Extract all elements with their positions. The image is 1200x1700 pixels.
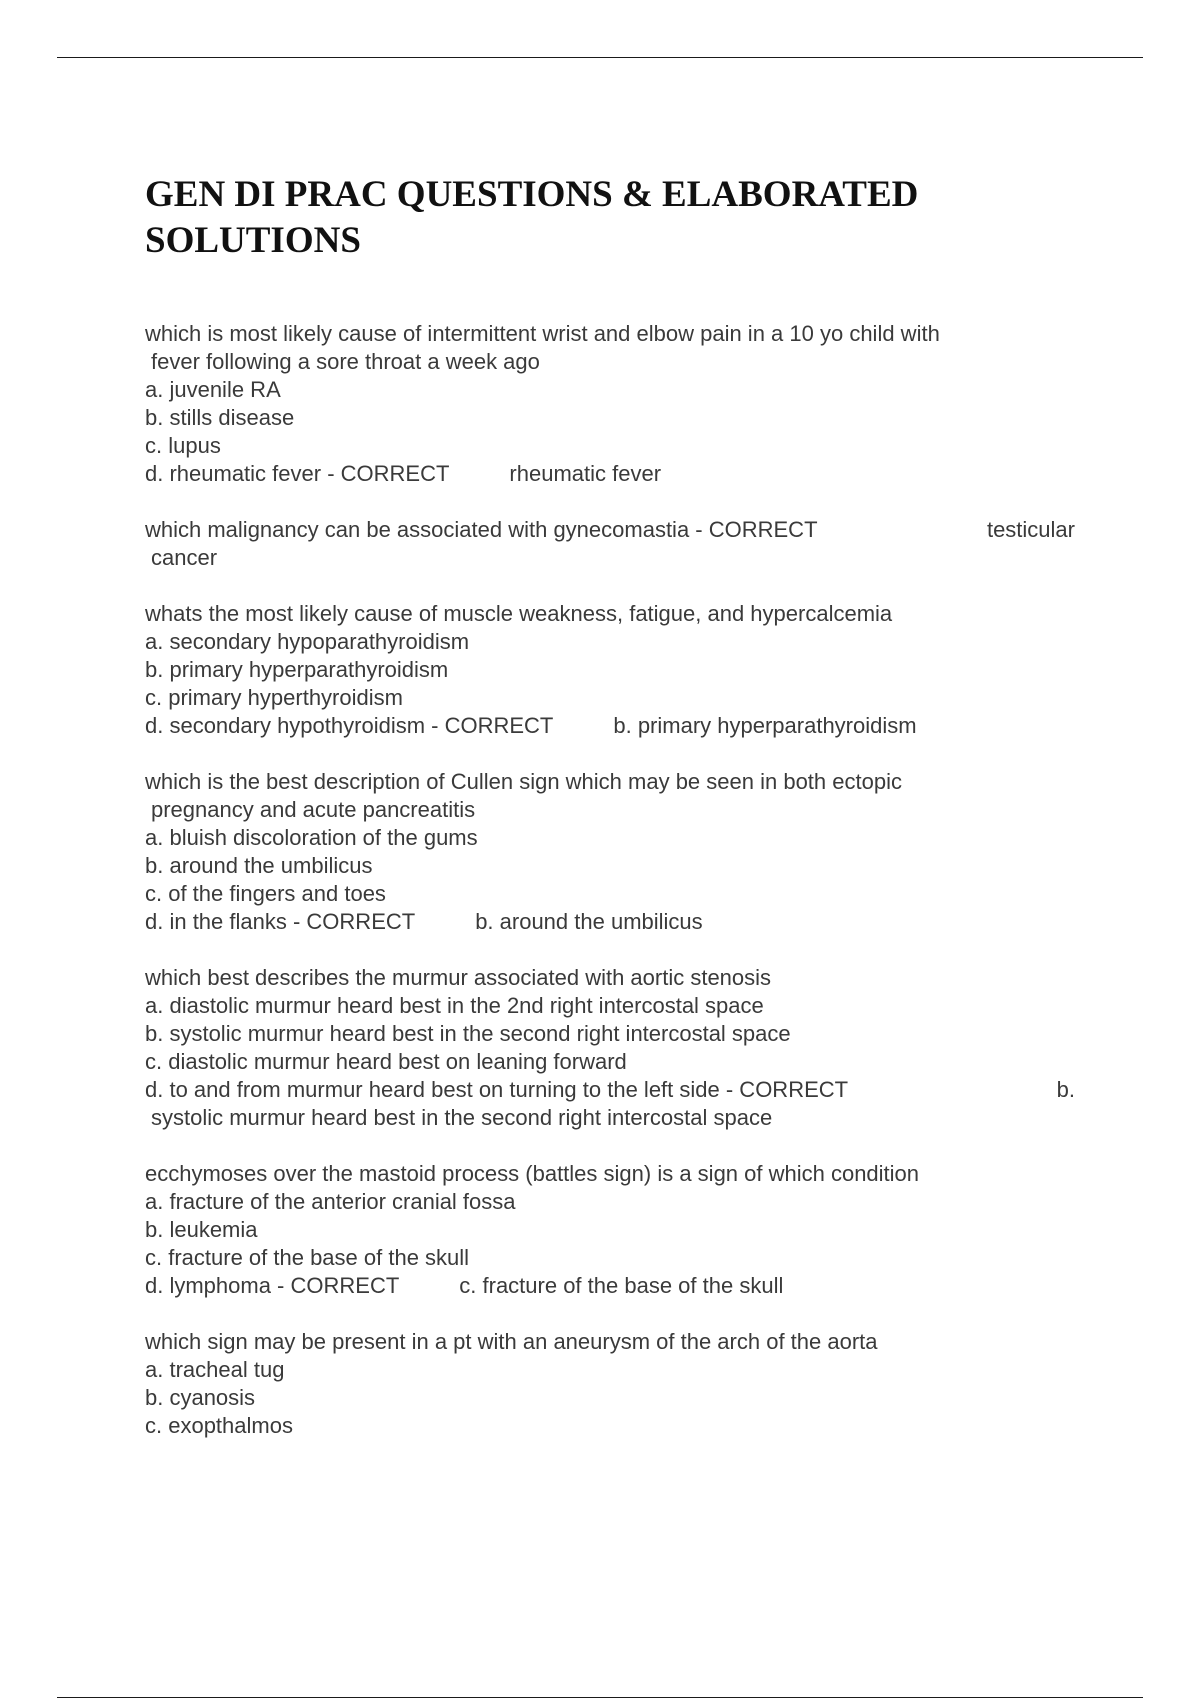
answer-option-last xyxy=(145,1272,1075,1300)
title-line-1: GEN DI PRAC QUESTIONS & ELABORATED xyxy=(145,174,919,215)
question-block xyxy=(145,516,1075,572)
answer-option: b. primary hyperparathyroidism xyxy=(145,657,449,682)
question-prompt xyxy=(145,516,1075,544)
correct-answer: testicular xyxy=(986,517,1075,542)
answer-option-last xyxy=(145,908,1075,936)
answer-option-text: d. rheumatic fever - CORRECT xyxy=(145,461,450,486)
answer-option-text: d. in the flanks - CORRECT xyxy=(145,909,416,934)
question-block xyxy=(145,1328,1075,1440)
document-title xyxy=(145,172,1045,264)
answer-option: b. systolic murmur heard best in the second right intercostal space xyxy=(145,1021,791,1046)
answer-option: a. diastolic murmur heard best in the 2nd right intercostal space xyxy=(145,993,764,1018)
correct-answer: rheumatic fever xyxy=(509,461,662,486)
answer-option-text: d. lymphoma - CORRECT xyxy=(145,1273,400,1298)
answer-option-last xyxy=(145,1076,1075,1104)
question-block xyxy=(145,320,1075,488)
answer-option: b. leukemia xyxy=(145,1217,258,1242)
title-line-2: SOLUTIONS xyxy=(145,220,361,261)
question-prompt-continued: pregnancy and acute pancreatitis xyxy=(151,797,476,822)
answer-option: b. stills disease xyxy=(145,405,295,430)
answer-option: c. exopthalmos xyxy=(145,1413,293,1438)
footer-rule xyxy=(57,1697,1143,1698)
answer-option-text: d. secondary hypothyroidism - CORRECT xyxy=(145,713,554,738)
question-prompt: which is most likely cause of intermittent wrist and elbow pain in a 10 yo child with xyxy=(145,321,940,346)
question-prompt-continued: fever following a sore throat a week ago xyxy=(151,349,540,374)
answer-option: c. of the fingers and toes xyxy=(145,881,386,906)
answer-option: b. cyanosis xyxy=(145,1385,256,1410)
answer-option-last xyxy=(145,460,1075,488)
answer-option: c. lupus xyxy=(145,433,221,458)
question-prompt: ecchymoses over the mastoid process (battles sign) is a sign of which condition xyxy=(145,1161,920,1186)
answer-option: a. secondary hypoparathyroidism xyxy=(145,629,470,654)
question-block xyxy=(145,1160,1075,1300)
header-rule xyxy=(57,57,1143,58)
answer-option: a. fracture of the anterior cranial fossa xyxy=(145,1189,516,1214)
answer-option: a. bluish discoloration of the gums xyxy=(145,825,478,850)
question-prompt: which best describes the murmur associated with aortic stenosis xyxy=(145,965,772,990)
question-prompt: whats the most likely cause of muscle weakness, fatigue, and hypercalcemia xyxy=(145,601,893,626)
correct-answer: b. around the umbilicus xyxy=(475,909,703,934)
correct-answer-continued: systolic murmur heard best in the second right intercostal space xyxy=(151,1105,773,1130)
correct-answer: b. primary hyperparathyroidism xyxy=(613,713,917,738)
question-prompt: which sign may be present in a pt with an aneurysm of the arch of the aorta xyxy=(145,1329,878,1354)
answer-option-text: d. to and from murmur heard best on turning to the left side - CORRECT xyxy=(145,1077,849,1102)
answer-option: a. tracheal tug xyxy=(145,1357,285,1382)
question-block xyxy=(145,768,1075,936)
correct-answer-continued: cancer xyxy=(151,545,218,570)
answer-option: c. diastolic murmur heard best on leaning forward xyxy=(145,1049,627,1074)
question-list xyxy=(145,320,1075,1468)
question-prompt-text: which malignancy can be associated with gynecomastia - CORRECT xyxy=(145,517,818,542)
answer-option: a. juvenile RA xyxy=(145,377,281,402)
question-block xyxy=(145,600,1075,740)
correct-answer: b. xyxy=(1056,1077,1075,1102)
answer-option: b. around the umbilicus xyxy=(145,853,373,878)
answer-option-last xyxy=(145,712,1075,740)
question-prompt: which is the best description of Cullen sign which may be seen in both ectopic xyxy=(145,769,902,794)
answer-option: c. primary hyperthyroidism xyxy=(145,685,403,710)
question-block xyxy=(145,964,1075,1132)
correct-answer: c. fracture of the base of the skull xyxy=(459,1273,784,1298)
answer-option: c. fracture of the base of the skull xyxy=(145,1245,470,1270)
